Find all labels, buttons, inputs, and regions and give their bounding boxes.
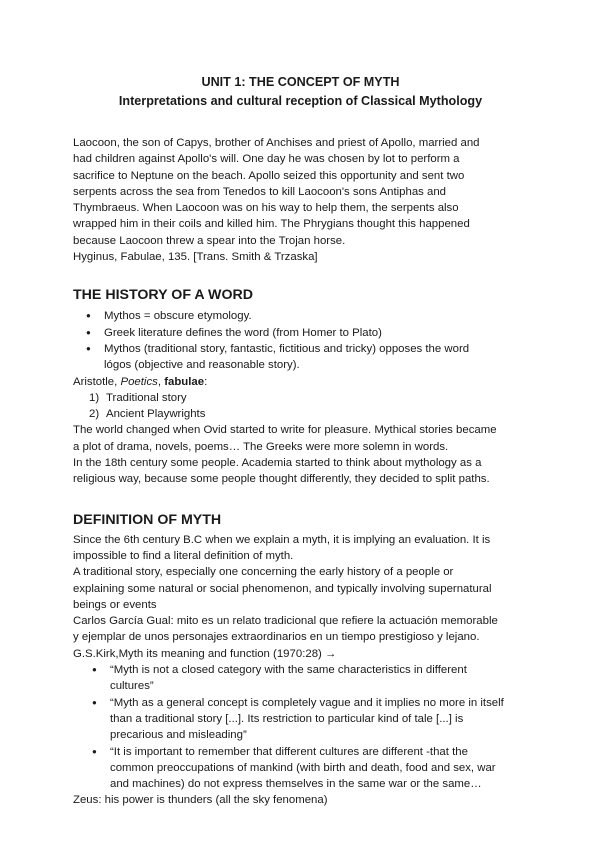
quote-line: “It is important to remember that different cultures are different -that the — [110, 745, 468, 758]
history-line: In the 18th century some people. Academia started to think about mythology as a — [73, 457, 482, 470]
history-bullet-list — [73, 308, 528, 373]
history-paragraph — [73, 422, 528, 487]
list-item-text: Greek literature defines the word (from Homer to Plato) — [104, 326, 382, 339]
list-number: 1) — [89, 391, 100, 404]
list-item — [92, 662, 528, 695]
definition-line: y ejemplar de unos personajes extraordinarios en un tiempo prestigioso y lejano. — [73, 631, 480, 644]
intro-line: because Laocoon threw a spear into the Trojan horse. — [73, 234, 346, 247]
quote-line: than a traditional story [...]. Its restriction to particular kind of tale [...] is — [110, 712, 464, 725]
list-item-text: lógos (objective and reasonable story). — [104, 359, 300, 372]
quote-line: and machines) do not express themselves in the same war or the same… — [110, 778, 482, 791]
definition-line: explaining some natural or social phenomenon, and typically involving supernatural — [73, 582, 492, 595]
intro-line: serpents across the sea from Tenedos to kill Laocoon's sons Antiphas and — [73, 185, 447, 198]
history-line: a plot of drama, novels, poems… The Greeks were more solemn in words. — [73, 440, 449, 453]
list-item — [92, 744, 528, 793]
unit-title: UNIT 1: THE CONCEPT OF MYTH — [201, 75, 400, 89]
aristotle-numbered-list — [73, 390, 528, 423]
intro-line: had children against Apollo's will. One day he was chosen by lot to perform a — [73, 153, 460, 166]
definition-heading: DEFINITION OF MYTH — [73, 511, 222, 528]
list-number: 2) — [89, 408, 100, 421]
intro-line: sacrifice to Neptune on the beach. Apollo seized this opportunity and sent two — [73, 169, 465, 182]
list-item — [86, 308, 528, 324]
aristotle-work: Poetics — [120, 375, 158, 388]
aristotle-line: Aristotle, Poetics, fabulae: — [73, 375, 208, 388]
quote-line: precarious and misleading” — [110, 729, 247, 742]
intro-paragraph — [73, 135, 528, 265]
aristotle-term: fabulae — [164, 375, 205, 388]
quote-line: common preoccupations of mankind (with birth and death, food and sex, war — [110, 761, 496, 774]
list-item — [89, 390, 528, 406]
definition-line: Since the 6th century B.C when we explain a myth, it is implying an evaluation. It is — [73, 533, 491, 546]
intro-line: Thymbraeus. When Laocoon was on his way to help them, the serpents also — [73, 202, 459, 215]
aristotle-prefix: Aristotle, — [73, 375, 118, 388]
definition-line: impossible to find a literal definition of myth. — [73, 549, 294, 562]
kirk-quote-list — [73, 662, 528, 792]
intro-citation: Hyginus, Fabulae, 135. [Trans. Smith & Trzaska] — [73, 251, 318, 264]
list-item-text: Mythos = obscure etymology. — [104, 310, 252, 323]
intro-line: wrapped him in their coils and killed him. The Phrygians thought this happened — [73, 218, 470, 231]
list-item-text: Mythos (traditional story, fantastic, fictitious and tricky) opposes the word — [104, 342, 470, 355]
history-line: religious way, because some people thought differently, they decided to split paths. — [73, 473, 490, 486]
definition-line: A traditional story, especially one concerning the early history of a people or — [73, 566, 454, 579]
unit-subtitle: Interpretations and cultural reception of Classical Mythology — [118, 94, 483, 108]
quote-line: cultures” — [110, 680, 154, 693]
definition-line: Carlos García Gual: mito es un relato tradicional que refiere la actuación memorable — [73, 615, 498, 628]
list-item-text: Ancient Playwrights — [106, 408, 206, 421]
list-item-text: Traditional story — [106, 391, 187, 404]
list-item — [86, 325, 528, 341]
zeus-line: Zeus: his power is thunders (all the sky fenomena) — [73, 794, 328, 807]
intro-line: Laocoon, the son of Capys, brother of Anchises and priest of Apollo, married and — [73, 137, 480, 149]
history-line: The world changed when Ovid started to write for pleasure. Mythical stories became — [73, 424, 497, 437]
quote-line: “Myth as a general concept is completely vague and it implies no more in itself — [110, 696, 504, 709]
list-item — [86, 341, 528, 374]
list-item — [92, 695, 528, 744]
list-item — [89, 406, 528, 422]
definition-line: G.S.Kirk,Myth its meaning and function (1970:28) → — [73, 647, 337, 660]
history-heading: THE HISTORY OF A WORD — [73, 287, 253, 304]
definition-line: beings or events — [73, 598, 157, 611]
quote-line: “Myth is not a closed category with the same characteristics in different — [110, 664, 467, 677]
definition-paragraph — [73, 532, 528, 662]
